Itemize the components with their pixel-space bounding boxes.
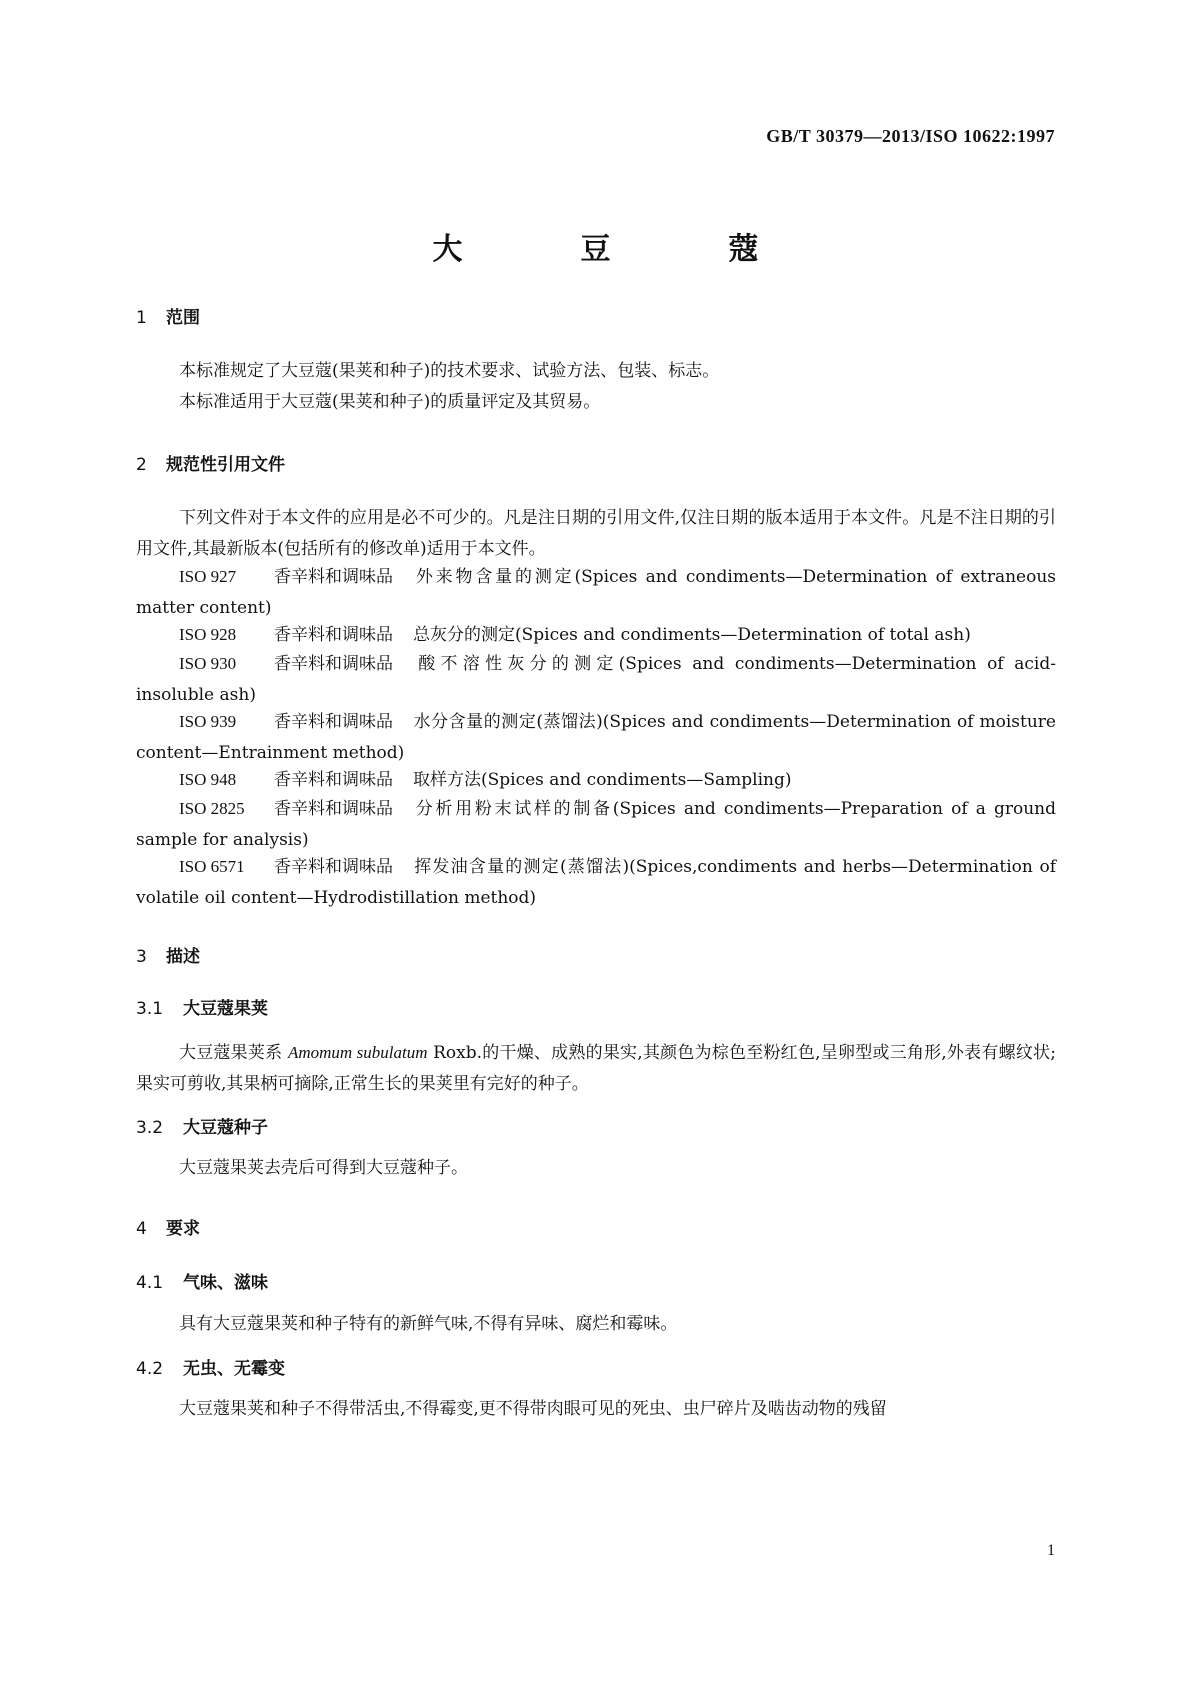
reference-category: 香辛料和调味品 (274, 857, 393, 877)
section-number: 4 (136, 1219, 147, 1239)
section-number: 2 (136, 455, 147, 475)
document-code: GB/T 30379—2013/ISO 10622:1997 (766, 126, 1055, 146)
section-1-paragraph-1: 本标准规定了大豆蔻(果荚和种子)的技术要求、试验方法、包装、标志。 (179, 361, 720, 381)
section-title: 范围 (166, 308, 200, 328)
reference-category: 香辛料和调味品 (274, 712, 393, 732)
reference-code: ISO 928 (179, 625, 237, 644)
section-4-1-heading (136, 1268, 268, 1293)
document-title: 大 豆 蔻 (432, 232, 803, 267)
paragraph-text: 大豆蔻果荚系 (179, 1043, 288, 1063)
reference-code: ISO 6571 (179, 857, 245, 876)
section-4-1-paragraph: 具有大豆蔻果荚和种子特有的新鲜气味,不得有异味、腐烂和霉味。 (179, 1314, 678, 1334)
reference-code: ISO 930 (179, 654, 237, 673)
reference-code: ISO 927 (179, 567, 237, 586)
section-3-2-paragraph: 大豆蔻果荚去壳后可得到大豆蔻种子。 (179, 1158, 468, 1178)
section-2-intro: 下列文件对于本文件的应用是必不可少的。凡是注日期的引用文件,仅注日期的版本适用于本文件。凡是不注日期的引用文件,其最新版本(包括所有的修改单)适用于本文件。 (136, 508, 1056, 559)
reference-item (136, 619, 1056, 651)
reference-item (136, 648, 1056, 711)
section-number: 1 (136, 308, 147, 328)
reference-category: 香辛料和调味品 (274, 799, 393, 819)
reference-category: 香辛料和调味品 (274, 625, 393, 645)
subsection-number: 3.2 (136, 1118, 164, 1138)
reference-code: ISO 2825 (179, 799, 245, 818)
reference-category: 香辛料和调味品 (274, 567, 393, 587)
reference-item (136, 561, 1056, 624)
section-1-heading (136, 303, 200, 328)
section-title: 规范性引用文件 (166, 455, 285, 475)
section-2-heading (136, 450, 285, 475)
section-3-heading (136, 942, 200, 967)
section-title: 要求 (166, 1219, 200, 1239)
section-4-2-heading (136, 1354, 285, 1379)
section-3-2-heading (136, 1113, 268, 1138)
paragraph-text: Roxb.的干燥、成熟的果实,其颜色为棕色至粉红色,呈卵型或三角形,外表有螺纹状;果实可剪收,其果柄可摘除,正常生长的果荚里有完好的种子。 (136, 1043, 1056, 1094)
subsection-number: 3.1 (136, 999, 164, 1019)
subsection-number: 4.2 (136, 1359, 164, 1379)
subsection-number: 4.1 (136, 1273, 164, 1293)
reference-category: 香辛料和调味品 (274, 770, 393, 790)
reference-item (136, 793, 1056, 856)
reference-text: 酸不溶性灰分的测定(Spices and condiments—Determination of acid-insoluble ash) (136, 654, 1056, 705)
reference-category: 香辛料和调味品 (274, 654, 393, 674)
reference-item (136, 764, 1056, 796)
reference-code: ISO 948 (179, 770, 237, 789)
subsection-title: 气味、滋味 (183, 1273, 268, 1293)
reference-text: 外来物含量的测定(Spices and condiments—Determination of extraneous matter content) (136, 567, 1056, 618)
section-3-1-paragraph (136, 1037, 1056, 1100)
reference-item (136, 706, 1056, 769)
section-4-heading (136, 1214, 200, 1239)
subsection-title: 大豆蔻果荚 (183, 999, 268, 1019)
reference-text: 水分含量的测定(蒸馏法)(Spices and condiments—Determination of moisture content—Entrainment method) (136, 712, 1056, 763)
subsection-title: 大豆蔻种子 (183, 1118, 268, 1138)
reference-item (136, 851, 1056, 914)
section-3-1-heading (136, 994, 268, 1019)
subsection-title: 无虫、无霉变 (183, 1359, 285, 1379)
section-1-paragraph-2: 本标准适用于大豆蔻(果荚和种子)的质量评定及其贸易。 (179, 392, 601, 412)
page-number: 1 (1047, 1542, 1055, 1559)
reference-code: ISO 939 (179, 712, 237, 731)
reference-text: 总灰分的测定(Spices and condiments—Determination of total ash) (413, 625, 971, 645)
reference-text: 取样方法(Spices and condiments—Sampling) (413, 770, 792, 790)
section-4-2-paragraph: 大豆蔻果荚和种子不得带活虫,不得霉变,更不得带肉眼可见的死虫、虫尸碎片及啮齿动物的残留 (179, 1399, 887, 1419)
reference-text: 挥发油含量的测定(蒸馏法)(Spices,condiments and herbs—Determination of volatile oil content—Hydrodistillation method) (136, 857, 1056, 908)
section-title: 描述 (166, 947, 200, 967)
reference-text: 分析用粉末试样的制备(Spices and condiments—Preparation of a ground sample for analysis) (136, 799, 1056, 850)
latin-species-name: Amomum subulatum (287, 1043, 428, 1062)
section-number: 3 (136, 947, 147, 967)
